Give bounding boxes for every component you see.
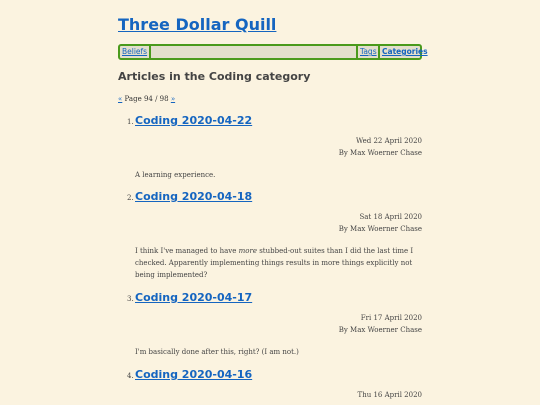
category-heading: Articles in the Coding category xyxy=(118,70,311,83)
article-title-link[interactable]: Coding 2020-04-18 xyxy=(135,190,253,203)
article-title-link[interactable]: Coding 2020-04-22 xyxy=(135,114,253,127)
site-title-link[interactable]: Three Dollar Quill xyxy=(118,15,277,34)
nav-link-tags[interactable]: Tags xyxy=(356,46,379,58)
article-number: 2. xyxy=(127,194,134,202)
article-author: By Max Woerner Chase xyxy=(338,326,422,334)
pager-next-link[interactable]: » xyxy=(170,95,176,103)
pagination xyxy=(118,95,175,103)
article-summary: I'm basically done after this, right? (I am not.) xyxy=(135,348,299,356)
article-author: By Max Woerner Chase xyxy=(338,149,422,157)
article-date: Wed 22 April 2020 xyxy=(355,137,422,145)
article-date: Fri 17 April 2020 xyxy=(360,314,422,322)
article-summary: A learning experience. xyxy=(135,171,216,179)
article-date: Sat 18 April 2020 xyxy=(359,213,422,221)
nav-link-categories[interactable]: Categories xyxy=(378,46,430,58)
article-number: 4. xyxy=(127,372,134,380)
article-date: Thu 16 April 2020 xyxy=(357,391,422,399)
article-title-link[interactable]: Coding 2020-04-16 xyxy=(135,368,253,381)
pager-text: Page 94 / 98 xyxy=(124,95,169,103)
article-number: 1. xyxy=(127,118,134,126)
nav-link-beliefs[interactable]: Beliefs xyxy=(120,46,151,58)
article-summary: I think I've managed to have more stubbed-out suites than I did the last time I checked. Apparently implementing things results in more things explicitly not being implemented? xyxy=(135,247,414,279)
article-number: 3. xyxy=(127,295,134,303)
navbar xyxy=(118,44,428,60)
article-title-link[interactable]: Coding 2020-04-17 xyxy=(135,291,253,304)
pager-prev-link[interactable]: « xyxy=(118,95,123,103)
article-author: By Max Woerner Chase xyxy=(338,225,422,233)
